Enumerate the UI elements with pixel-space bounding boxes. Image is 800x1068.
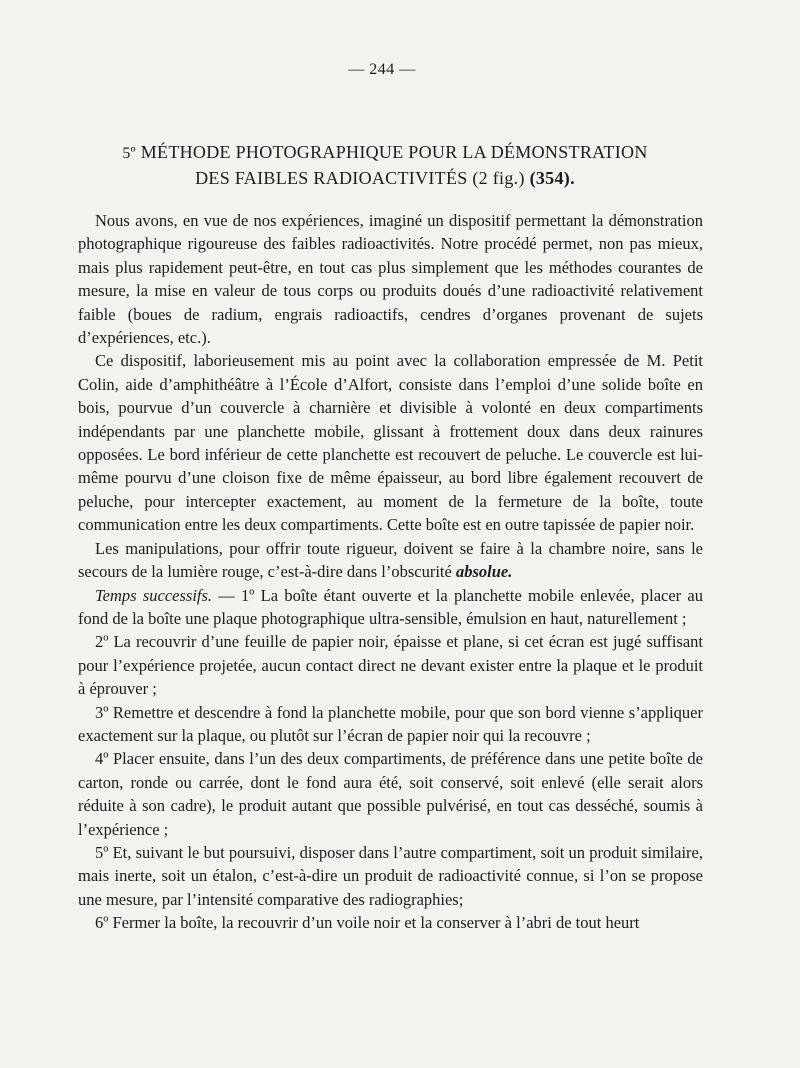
page-number: — 244 — [348,61,416,78]
paragraph-step-1 [78,584,703,631]
heading-reference: (354). [529,168,575,188]
heading-title-line-1: MÉTHODE PHOTOGRAPHIQUE POUR LA DÉMONSTRATION [140,142,648,162]
manipulations-emphasis: absolue. [455,562,513,582]
body-text [78,209,703,935]
paragraph-step-2: 2º La recouvrir d’une feuille de papier noir, épaisse et plane, si cet écran est jugé suffisant pour l’expérience projetée, aucun contact direct ne devant exister entre la plaque et le produit à éprouver ; [78,632,703,699]
paragraph-intro: Nous avons, en vue de nos expériences, imaginé un dispositif permettant la démonstration photographique rigoureuse des faibles radioactivités. Notre procédé permet, non pas mieux, mais plus rapidement peut-être, en tout cas plus simplement que les méthodes courantes de mesure, la mise en valeur de tous corps ou produits doués d’une radioactivité relativement faible (boues de radium, engrais radioactifs, cendres d’organes provenant de sujets d’expériences, etc.). [78,211,703,348]
step-1-text: — 1º La boîte étant ouverte et la planchette mobile enlevée, placer au fond de la boîte une plaque photographique ultra-sensible, émulsion en haut, naturellement ; [78,585,703,628]
heading-line-1 [60,140,710,166]
steps-label: Temps successifs. [95,585,213,605]
paragraph-step-4: 4º Placer ensuite, dans l’un des deux compartiments, de préférence dans une petite boîte de carton, ronde ou carrée, dont le fond aura été, soit conservé, soit enlevé (elle serait alors réduite à son cadre), le produit autant que possible pulvérisé, en tout cas desséché, soumis à l’expérience ; [78,749,703,839]
section-heading [60,140,710,191]
manipulations-text: Les manipulations, pour offrir toute rigueur, doivent se faire à la chambre noire, sans le secours de la lumière rouge, c’est-à-dire dans l’obscurité [78,538,703,582]
heading-line-2 [60,166,710,191]
paragraph-manipulations [78,537,703,584]
paragraph-step-3: 3º Remettre et descendre à fond la planchette mobile, pour que son bord vienne s’appliquer exactement sur la plaque, ou plutôt sur l’écran de papier noir qui la recouvre ; [78,702,703,745]
paragraph-device: Ce dispositif, laborieusement mis au point avec la collaboration empressée de M. Petit Colin, aide d’amphithéâtre à l’École d’Alfort, consiste dans l’emploi d’une solide boîte en bois, pourvue d’un couvercle à charnière et divisible à volonté en deux compartiments indépendants par une planchette mobile, glissant à frottement doux dans deux rainures opposées. Le bord inférieur de cette planchette est recouvert de peluche. Le couvercle est lui-même pourvu d’une cloison fixe de même épaisseur, au bord libre également recouvert de peluche, pour intercepter exactement, au moment de la fermeture de la boîte, toute communication entre les deux compartiments. Cette boîte est en outre tapissée de papier noir. [78,351,703,535]
paragraph-step-5: 5º Et, suivant le but poursuivi, disposer dans l’autre compartiment, soit un produit similaire, mais inerte, soit un étalon, c’est-à-dire un produit de radioactivité connue, si l’on se propose une mesure, par l’intensité comparative des radiographies; [78,842,703,909]
heading-number: 5º [122,145,136,162]
paragraph-step-6: 6º Fermer la boîte, la recouvrir d’un voile noir et la conserver à l’abri de tout heurt [95,913,640,933]
heading-title-line-2: DES FAIBLES RADIOACTIVITÉS (2 fig.) [195,168,525,188]
